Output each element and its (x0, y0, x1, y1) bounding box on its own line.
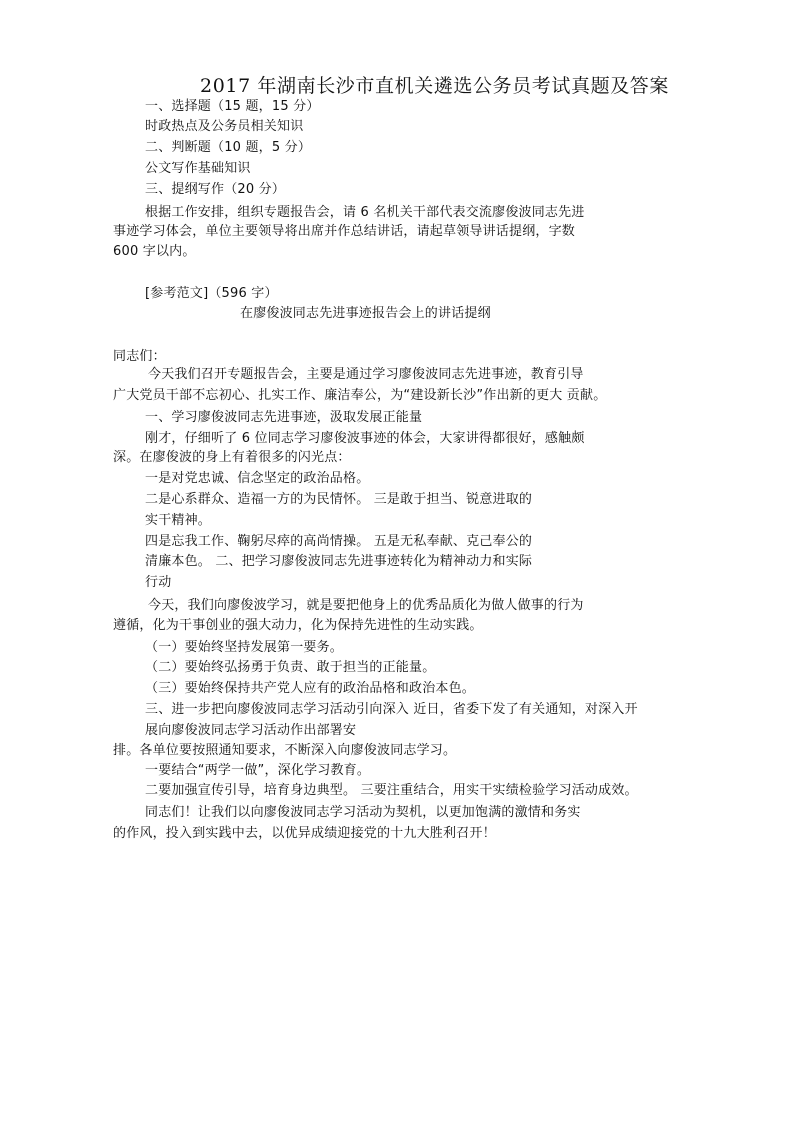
reference-label: [参考范文]（596 字） (145, 286, 278, 301)
body-line: 四是忘我工作、鞠躬尽瘁的高尚情操。 五是无私奉献、克己奉公的 (145, 534, 533, 549)
body-line: 广大党员干部不忘初心、扎实工作、廉洁奉公，为“建设新长沙”作出新的更大 贡献。 (113, 388, 607, 403)
body-line: 一是对党忠诚、信念坚定的政治品格。 (145, 471, 370, 486)
reference-title: 在廖俊波同志先进事迹报告会上的讲话提纲 (240, 306, 491, 321)
section-heading-judgement: 二、判断题（10 题，5 分） (145, 140, 312, 155)
body-line: 三、进一步把向廖俊波同志学习活动引向深入 近日，省委下发了有关通知，对深入开 (145, 702, 638, 717)
body-line: 排。各单位要按照通知要求，不断深入向廖俊波同志学习。 (113, 743, 457, 758)
body-line: 清廉本色。 二、把学习廖俊波同志先进事迹转化为精神动力和实际 (145, 554, 533, 569)
section-content-judgement: 公文写作基础知识 (145, 161, 251, 176)
body-line: 展向廖俊波同志学习活动作出部署安 (145, 723, 357, 738)
section-heading-choice: 一、选择题（15 题，15 分） (145, 99, 320, 114)
body-line: 二是心系群众、造福一方的为民情怀。 三是敢于担当、锐意进取的 (145, 492, 533, 507)
question-line: 600 字以内。 (113, 244, 196, 259)
body-line: 遵循，化为干事创业的强大动力，化为保持先进性的生动实践。 (113, 618, 483, 633)
body-line: （二）要始终弘扬勇于负责、敢于担当的正能量。 (145, 660, 436, 675)
body-line: 行动 (145, 575, 172, 590)
salutation: 同志们： (113, 349, 166, 364)
body-line: 的作风，投入到实践中去，以优异成绩迎接党的十九大胜利召开！ (113, 826, 496, 841)
document-title: 2017 年湖南长沙市直机关遴选公务员考试真题及答案 (200, 75, 669, 97)
body-line: 刚才，仔细听了 6 位同志学习廖俊波事迹的体会，大家讲得都很好，感触颇 (145, 431, 585, 446)
body-line: 深。在廖俊波的身上有着很多的闪光点： (113, 450, 351, 465)
body-heading: 一、学习廖俊波同志先进事迹，汲取发展正能量 (145, 410, 423, 425)
question-line: 根据工作安排，组织专题报告会，请 6 名机关干部代表交流廖俊波同志先进 (145, 205, 585, 220)
body-line: 实干精神。 (145, 513, 212, 528)
section-heading-outline: 三、提纲写作（20 分） (145, 182, 286, 197)
body-line: 同志们！让我们以向廖俊波同志学习活动为契机，以更加饱满的激情和务实 (145, 805, 581, 820)
body-line: 二要加强宣传引导，培育身边典型。 三要注重结合，用实干实绩检验学习活动成效。 (145, 783, 638, 798)
body-line: （三）要始终保持共产党人应有的政治品格和政治本色。 (145, 681, 476, 696)
body-line: （一）要始终坚持发展第一要务。 (145, 640, 344, 655)
section-content-choice: 时政热点及公务员相关知识 (145, 119, 304, 134)
question-line: 事迹学习体会，单位主要领导将出席并作总结讲话，请起草领导讲话提纲，字数 (113, 224, 576, 239)
body-line: 一要结合“两学一做”，深化学习教育。 (145, 763, 371, 778)
body-line: 今天，我们向廖俊波学习，就是要把他身上的优秀品质化为做人做事的行为 (148, 598, 584, 613)
body-line: 今天我们召开专题报告会，主要是通过学习廖俊波同志先进事迹，教育引导 (148, 367, 584, 382)
